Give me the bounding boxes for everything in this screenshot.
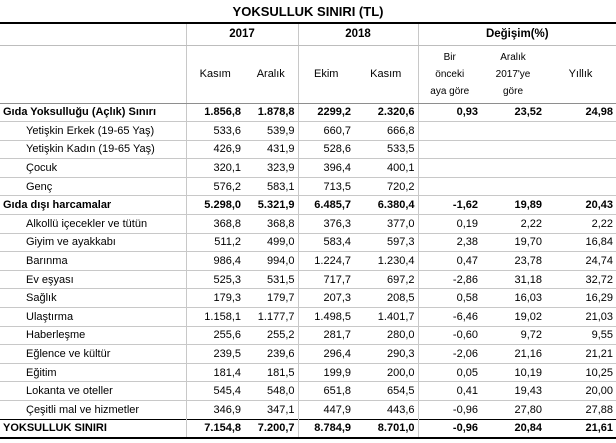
cell-monthly-change (418, 140, 481, 159)
cell-kasim-2017: 1.856,8 (186, 103, 244, 122)
cell-since-december-change: 23,78 (481, 252, 545, 271)
cell-ekim-2018: 2299,2 (298, 103, 354, 122)
table-row (0, 270, 616, 289)
cell-since-december-change: 16,03 (481, 289, 545, 308)
table-row (0, 419, 616, 438)
cell-kasim-2017: 179,3 (186, 289, 244, 308)
cell-ekim-2018: 376,3 (298, 215, 354, 234)
cell-kasim-2017: 7.154,8 (186, 419, 244, 438)
cell-ekim-2018: 296,4 (298, 345, 354, 364)
cell-monthly-change: -2,86 (418, 270, 481, 289)
cell-ekim-2018: 396,4 (298, 159, 354, 178)
table-row (0, 140, 616, 159)
table-row (0, 401, 616, 420)
cell-monthly-change: -2,06 (418, 345, 481, 364)
cell-since-december-change: 19,89 (481, 196, 545, 215)
cell-yearly-change (545, 177, 616, 196)
table-title: YOKSULLUK SINIRI (TL) (0, 0, 616, 24)
cell-monthly-change (418, 159, 481, 178)
col-monthly-line2: önceki (435, 68, 465, 80)
change-header: Değişim(%) (418, 24, 616, 45)
cell-kasim-2017: 255,6 (186, 326, 244, 345)
table-row (0, 177, 616, 196)
cell-kasim-2017: 346,9 (186, 401, 244, 420)
cell-monthly-change: 0,05 (418, 363, 481, 382)
cell-ekim-2018: 583,4 (298, 233, 354, 252)
col-yearly-change: Yıllık (545, 45, 616, 103)
header-blank-2 (0, 45, 186, 103)
header-blank (0, 24, 186, 45)
table-row (0, 382, 616, 401)
cell-kasim-2017: 368,8 (186, 215, 244, 234)
cell-aralik-2017: 7.200,7 (244, 419, 298, 438)
table-row (0, 326, 616, 345)
cell-monthly-change (418, 177, 481, 196)
cell-kasim-2017: 545,4 (186, 382, 244, 401)
table-row (0, 252, 616, 271)
cell-yearly-change: 21,61 (545, 419, 616, 438)
cell-monthly-change: -1,62 (418, 196, 481, 215)
row-label: Ulaştırma (0, 308, 186, 327)
col-monthly-change (418, 45, 481, 103)
cell-since-december-change: 10,19 (481, 363, 545, 382)
row-label: Çeşitli mal ve hizmetler (0, 401, 186, 420)
cell-aralik-2017: 368,8 (244, 215, 298, 234)
cell-aralik-2017: 431,9 (244, 140, 298, 159)
cell-aralik-2017: 255,2 (244, 326, 298, 345)
table-row (0, 289, 616, 308)
cell-since-december-change: 27,80 (481, 401, 545, 420)
table-row (0, 215, 616, 234)
col-kasim-2018: Kasım (354, 45, 418, 103)
cell-yearly-change: 10,25 (545, 363, 616, 382)
table-body (0, 103, 616, 438)
col-since-dec-line3: göre (502, 85, 523, 97)
row-label: Giyim ve ayakkabı (0, 233, 186, 252)
cell-yearly-change: 32,72 (545, 270, 616, 289)
cell-yearly-change: 27,88 (545, 401, 616, 420)
cell-aralik-2017: 1.878,8 (244, 103, 298, 122)
cell-kasim-2018: 2.320,6 (354, 103, 418, 122)
col-kasim-2017: Kasım (186, 45, 244, 103)
cell-kasim-2017: 320,1 (186, 159, 244, 178)
row-label: Eğlence ve kültür (0, 345, 186, 364)
cell-kasim-2018: 720,2 (354, 177, 418, 196)
cell-aralik-2017: 181,5 (244, 363, 298, 382)
col-monthly-line1: Bir (443, 51, 456, 63)
cell-kasim-2018: 443,6 (354, 401, 418, 420)
cell-ekim-2018: 207,3 (298, 289, 354, 308)
cell-kasim-2018: 200,0 (354, 363, 418, 382)
cell-ekim-2018: 199,9 (298, 363, 354, 382)
cell-yearly-change: 2,22 (545, 215, 616, 234)
cell-kasim-2018: 1.230,4 (354, 252, 418, 271)
cell-ekim-2018: 713,5 (298, 177, 354, 196)
cell-kasim-2018: 597,3 (354, 233, 418, 252)
row-label: Lokanta ve oteller (0, 382, 186, 401)
cell-kasim-2017: 576,2 (186, 177, 244, 196)
cell-yearly-change: 24,74 (545, 252, 616, 271)
cell-ekim-2018: 1.498,5 (298, 308, 354, 327)
cell-kasim-2017: 426,9 (186, 140, 244, 159)
cell-aralik-2017: 1.177,7 (244, 308, 298, 327)
cell-since-december-change (481, 159, 545, 178)
cell-kasim-2018: 8.701,0 (354, 419, 418, 438)
cell-monthly-change: 2,38 (418, 233, 481, 252)
row-label: Haberleşme (0, 326, 186, 345)
row-label: Sağlık (0, 289, 186, 308)
cell-ekim-2018: 528,6 (298, 140, 354, 159)
cell-aralik-2017: 499,0 (244, 233, 298, 252)
row-label: Eğitim (0, 363, 186, 382)
cell-aralik-2017: 5.321,9 (244, 196, 298, 215)
row-label: Alkollü içecekler ve tütün (0, 215, 186, 234)
row-label: Barınma (0, 252, 186, 271)
cell-aralik-2017: 531,5 (244, 270, 298, 289)
cell-aralik-2017: 583,1 (244, 177, 298, 196)
year-2017-header: 2017 (186, 24, 298, 45)
col-since-dec-line1: Aralık (500, 51, 526, 63)
row-label: YOKSULLUK SINIRI (0, 419, 186, 438)
cell-kasim-2017: 533,6 (186, 122, 244, 141)
row-label: Gıda dışı harcamalar (0, 196, 186, 215)
col-monthly-line3: aya göre (430, 85, 470, 97)
cell-ekim-2018: 651,8 (298, 382, 354, 401)
cell-kasim-2018: 6.380,4 (354, 196, 418, 215)
cell-monthly-change: 0,58 (418, 289, 481, 308)
cell-since-december-change: 23,52 (481, 103, 545, 122)
row-label: Yetişkin Erkek (19-65 Yaş) (0, 122, 186, 141)
row-label: Gıda Yoksulluğu (Açlık) Sınırı (0, 103, 186, 122)
table-row (0, 233, 616, 252)
cell-yearly-change: 21,03 (545, 308, 616, 327)
cell-yearly-change: 20,43 (545, 196, 616, 215)
cell-kasim-2018: 666,8 (354, 122, 418, 141)
cell-kasim-2017: 5.298,0 (186, 196, 244, 215)
cell-kasim-2018: 280,0 (354, 326, 418, 345)
cell-yearly-change (545, 140, 616, 159)
cell-aralik-2017: 179,7 (244, 289, 298, 308)
cell-since-december-change (481, 140, 545, 159)
cell-kasim-2018: 697,2 (354, 270, 418, 289)
cell-since-december-change: 19,43 (481, 382, 545, 401)
header-row-years (0, 24, 616, 45)
table-row (0, 363, 616, 382)
cell-monthly-change: -6,46 (418, 308, 481, 327)
cell-monthly-change: 0,47 (418, 252, 481, 271)
table-row (0, 196, 616, 215)
cell-monthly-change (418, 122, 481, 141)
cell-since-december-change: 19,70 (481, 233, 545, 252)
cell-ekim-2018: 660,7 (298, 122, 354, 141)
cell-yearly-change: 16,29 (545, 289, 616, 308)
cell-kasim-2018: 377,0 (354, 215, 418, 234)
cell-aralik-2017: 548,0 (244, 382, 298, 401)
cell-yearly-change: 24,98 (545, 103, 616, 122)
cell-kasim-2017: 511,2 (186, 233, 244, 252)
cell-yearly-change: 16,84 (545, 233, 616, 252)
cell-monthly-change: 0,93 (418, 103, 481, 122)
cell-aralik-2017: 539,9 (244, 122, 298, 141)
cell-kasim-2017: 1.158,1 (186, 308, 244, 327)
cell-monthly-change: -0,96 (418, 419, 481, 438)
cell-ekim-2018: 717,7 (298, 270, 354, 289)
cell-yearly-change: 20,00 (545, 382, 616, 401)
cell-ekim-2018: 8.784,9 (298, 419, 354, 438)
table-row (0, 159, 616, 178)
cell-kasim-2018: 1.401,7 (354, 308, 418, 327)
cell-aralik-2017: 323,9 (244, 159, 298, 178)
row-label: Yetişkin Kadın (19-65 Yaş) (0, 140, 186, 159)
cell-aralik-2017: 994,0 (244, 252, 298, 271)
cell-kasim-2017: 181,4 (186, 363, 244, 382)
cell-yearly-change (545, 159, 616, 178)
cell-ekim-2018: 281,7 (298, 326, 354, 345)
poverty-line-table (0, 24, 616, 439)
cell-monthly-change: -0,96 (418, 401, 481, 420)
cell-monthly-change: 0,41 (418, 382, 481, 401)
cell-yearly-change: 21,21 (545, 345, 616, 364)
cell-since-december-change: 19,02 (481, 308, 545, 327)
table-row (0, 308, 616, 327)
cell-ekim-2018: 447,9 (298, 401, 354, 420)
cell-since-december-change (481, 177, 545, 196)
cell-kasim-2017: 239,5 (186, 345, 244, 364)
table-row (0, 103, 616, 122)
cell-since-december-change: 31,18 (481, 270, 545, 289)
cell-since-december-change: 21,16 (481, 345, 545, 364)
cell-monthly-change: -0,60 (418, 326, 481, 345)
row-label: Ev eşyası (0, 270, 186, 289)
col-aralik-2017: Aralık (244, 45, 298, 103)
table-row (0, 122, 616, 141)
cell-since-december-change: 2,22 (481, 215, 545, 234)
col-ekim-2018: Ekim (298, 45, 354, 103)
cell-aralik-2017: 347,1 (244, 401, 298, 420)
cell-yearly-change: 9,55 (545, 326, 616, 345)
row-label: Çocuk (0, 159, 186, 178)
cell-kasim-2018: 208,5 (354, 289, 418, 308)
cell-aralik-2017: 239,6 (244, 345, 298, 364)
year-2018-header: 2018 (298, 24, 418, 45)
cell-kasim-2017: 525,3 (186, 270, 244, 289)
cell-yearly-change (545, 122, 616, 141)
cell-kasim-2018: 400,1 (354, 159, 418, 178)
cell-since-december-change: 9,72 (481, 326, 545, 345)
cell-since-december-change: 20,84 (481, 419, 545, 438)
row-label: Genç (0, 177, 186, 196)
cell-monthly-change: 0,19 (418, 215, 481, 234)
cell-ekim-2018: 1.224,7 (298, 252, 354, 271)
table-row (0, 345, 616, 364)
col-since-december (481, 45, 545, 103)
col-since-dec-line2: 2017'ye (495, 68, 531, 80)
cell-since-december-change (481, 122, 545, 141)
cell-ekim-2018: 6.485,7 (298, 196, 354, 215)
cell-kasim-2018: 533,5 (354, 140, 418, 159)
cell-kasim-2018: 290,3 (354, 345, 418, 364)
cell-kasim-2017: 986,4 (186, 252, 244, 271)
cell-kasim-2018: 654,5 (354, 382, 418, 401)
header-row-columns (0, 45, 616, 103)
